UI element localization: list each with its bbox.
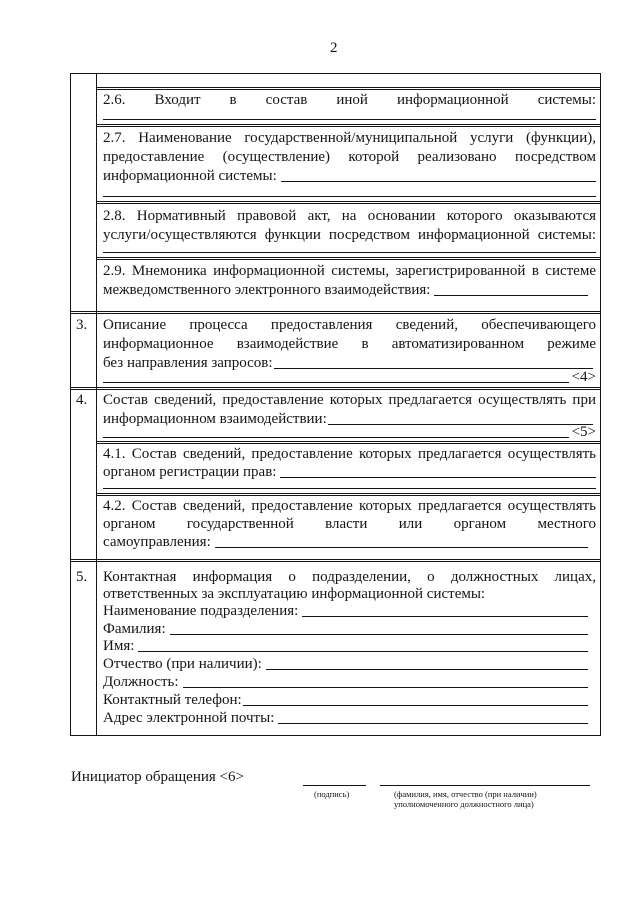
answer-line [183,687,588,688]
table-border-left [70,73,71,735]
contact-field-phone [103,691,588,709]
answer-line [434,295,588,296]
cell-separator [96,124,601,127]
item-4-2-line1: 4.2. Состав сведений, предоставление которых предлагается осуществлять [103,498,596,514]
cell-separator [96,441,601,444]
contact-field-surname [103,620,588,638]
row-separator [70,311,601,314]
section-number: 4. [76,392,88,408]
answer-line [302,616,588,617]
item-2-7-line2: предоставление (осуществление) которой реализовано посредством [103,149,596,165]
row-separator [70,559,601,562]
item-2-9-field [103,281,588,299]
table-border-bottom [70,735,601,736]
answer-line [170,634,588,635]
name-line [380,785,590,786]
answer-line [266,669,588,670]
section-4-note-row [103,423,596,441]
cell-separator [96,493,601,496]
field-label: Должность: [103,674,179,690]
item-4-2-label: самоуправления: [103,534,211,550]
item-4-1-line1: 4.1. Состав сведений, предоставление которых предлагается осуществлять [103,446,596,462]
section-3-line2: информационное взаимодействие в автоматизированном режиме [103,336,596,352]
answer-line [138,651,588,652]
field-label: Имя: [103,638,135,654]
cell-separator [96,87,601,90]
field-label: Адрес электронной почты: [103,710,275,726]
section-number: 3. [76,317,88,333]
table-border-top [70,73,601,74]
section-4-label: информационном взаимодействии: [103,411,327,427]
answer-line [103,382,569,383]
section-3-line1: Описание процесса предоставления сведений, обеспечивающего [103,317,596,333]
field-label: Отчество (при наличии): [103,656,262,672]
answer-line [280,477,596,478]
section-number: 5. [76,569,88,585]
answer-line [103,488,596,489]
answer-line [103,437,569,438]
signature-caption: (подпись) [314,789,350,799]
answer-line [281,181,596,182]
name-caption-line1: (фамилия, имя, отчество (при наличии) [394,789,537,799]
item-2-6-text: 2.6. Входит в состав иной информационной системы: [103,92,596,108]
item-4-1-label: органом регистрации прав: [103,464,277,480]
field-label: Контактный телефон: [103,692,242,708]
section-4-line1: Состав сведений, предоставление которых предлагается осуществлять при [103,392,596,408]
contact-field-patronymic [103,655,588,673]
answer-line [243,705,588,706]
answer-line [215,547,588,548]
row-separator [70,387,601,390]
section-5-line2: ответственных за эксплуатацию информационной системы: [103,586,486,602]
cell-separator [96,201,601,204]
item-2-7-line1: 2.7. Наименование государственной/муниципальной услуги (функции), [103,130,596,146]
footnote-ref: <4> [571,369,596,385]
name-caption-line2: уполномоченного должностного лица) [394,799,534,809]
section-3-note-row [103,368,596,386]
section-3-label: без направления запросов: [103,355,273,371]
item-4-1-field [103,463,596,481]
answer-line [103,196,596,197]
item-2-7-label: информационной системы: [103,168,277,184]
item-2-8-line2: услуги/осуществляются функции посредством информационной системы: [103,227,596,243]
page-number: 2 [330,40,338,56]
contact-field-position [103,673,588,691]
item-2-7-field [103,167,596,185]
contact-field-email [103,709,588,727]
signature-line [303,785,366,786]
field-label: Фамилия: [103,621,166,637]
number-column-divider [96,73,97,735]
contact-field-department [103,602,588,620]
item-2-8-line1: 2.8. Нормативный правовой акт, на основании которого оказываются [103,208,596,224]
answer-line [278,723,588,724]
section-5-line1: Контактная информация о подразделении, о должностных лицах, [103,569,596,585]
item-4-2-line2: органом государственной власти или органом местного [103,516,596,532]
item-4-2-field [103,533,588,551]
cell-separator [96,257,601,260]
initiator-label: Инициатор обращения <6> [71,769,244,785]
table-border-right [600,73,601,736]
footnote-ref: <5> [571,424,596,440]
field-label: Наименование подразделения: [103,603,299,619]
answer-line [103,119,596,120]
answer-line [103,252,596,253]
item-2-9-line1: 2.9. Мнемоника информационной системы, зарегистрированной в системе [103,263,596,279]
item-2-9-label: межведомственного электронного взаимодействия: [103,282,431,298]
contact-field-first-name [103,637,588,655]
